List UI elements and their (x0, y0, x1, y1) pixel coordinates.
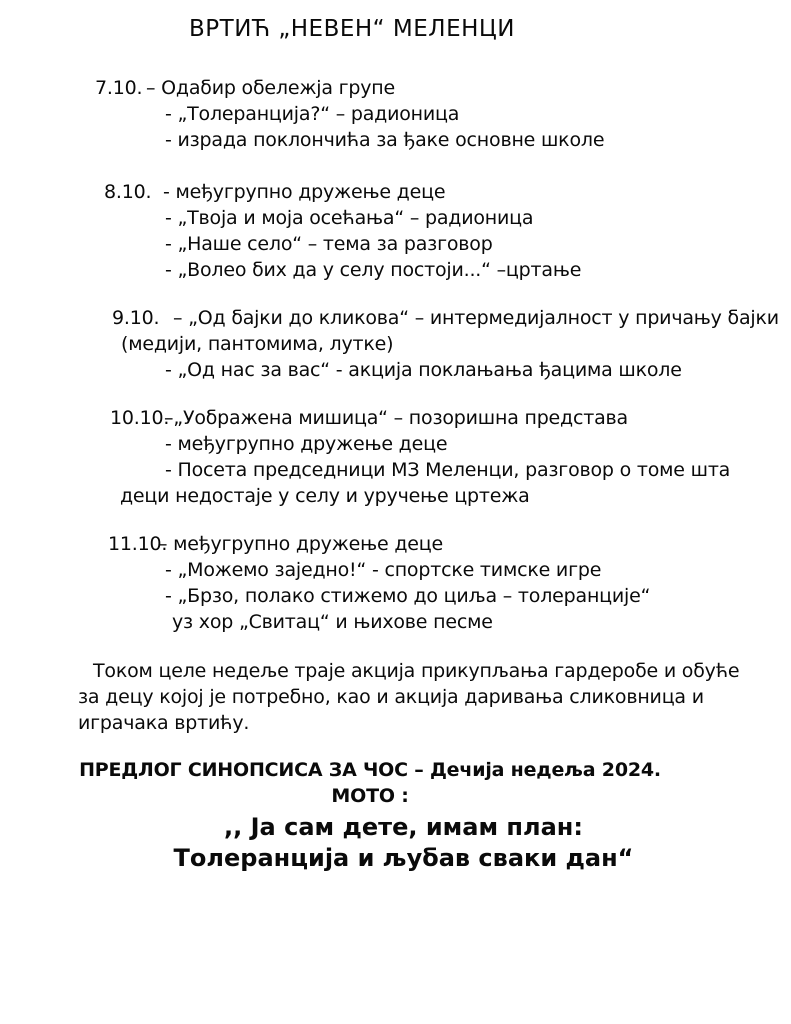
entry-line-text: – Одабир обележја групе (146, 77, 395, 99)
schedule-entry-7-10 (0, 75, 791, 153)
entry-line-text: - израда поклончића за ђаке основне школе (165, 129, 605, 151)
entry-continuation-line: деци недостаје у селу и уручење цртежа (120, 485, 530, 507)
entry-line-text: - „Толеранција?“ – радионица (165, 103, 460, 125)
entry-line-text: - „Брзо, полако стижемо до циља – толеранције“ (165, 585, 651, 607)
schedule-entry-8-10 (0, 179, 791, 283)
entry-line-text: – међугрупно дружење деце (158, 533, 443, 555)
entry-line-text: - међугрупно дружење деце (163, 181, 446, 203)
schedule-entry-10-10 (0, 405, 791, 509)
entry-line-text: - „Волео бих да у селу постоји...“ –цртање (165, 259, 582, 281)
entry-continuation-line: уз хор „Свитац“ и њихове песме (172, 611, 493, 633)
schedule (0, 75, 791, 635)
synopsis-block (0, 757, 740, 809)
note-line: играчака вртићу. (78, 712, 250, 734)
entry-date: 11.10. (108, 533, 168, 555)
entry-line-text: - „Од нас за вас“ - акција поклањања ђацима школе (165, 359, 682, 381)
entry-first-line (0, 405, 791, 431)
entry-continuation-line: (медији, пантомима, лутке) (121, 333, 394, 355)
motto-line-2: Толеранција и љубав сваки дан“ (173, 844, 634, 872)
schedule-entry-11-10 (0, 531, 791, 635)
page-title: ВРТИЋ „НЕВЕН“ МЕЛЕНЦИ (189, 16, 515, 42)
motto-line-1: ,, Ја сам дете, имам план: (224, 813, 583, 841)
entry-line-text: - „Наше село“ – тема за разговор (165, 233, 493, 255)
entry-date: 7.10. (95, 77, 143, 99)
entry-line-text: –„Уображена мишица“ – позоришна представа (164, 407, 628, 429)
note-line: за децу којој је потребно, као и акција даривања сликовница и (78, 686, 704, 708)
note-line: Током целе недеље траје акција прикупљања гардеробе и обуће (93, 660, 740, 682)
entry-line-text: - међугрупно дружење деце (165, 433, 448, 455)
entry-date: 9.10. (112, 307, 160, 329)
entry-first-line (0, 75, 791, 101)
entry-line-text: – „Од бајки до кликова“ – интермедијалност у причању бајки (173, 307, 779, 329)
note-paragraph (0, 658, 791, 736)
entry-first-line (0, 531, 791, 557)
entry-line-text: - „Твоја и моја осећања“ – радионица (165, 207, 534, 229)
entry-date: 8.10. (104, 181, 152, 203)
entry-date: 10.10. (110, 407, 170, 429)
entry-first-line (0, 179, 791, 205)
entry-first-line (0, 305, 791, 331)
entry-line-text: - „Можемо заједно!“ - спортске тимске игре (165, 559, 602, 581)
synopsis-title: ПРЕДЛОГ СИНОПСИСА ЗА ЧОС – Дечија недеља 2024. (79, 759, 661, 781)
motto-block (0, 812, 791, 874)
entry-line-text: - Посета председници МЗ Меленци, разговор о томе шта (165, 459, 731, 481)
schedule-entry-9-10 (0, 305, 791, 383)
motto-label: МОТО : (331, 785, 409, 807)
